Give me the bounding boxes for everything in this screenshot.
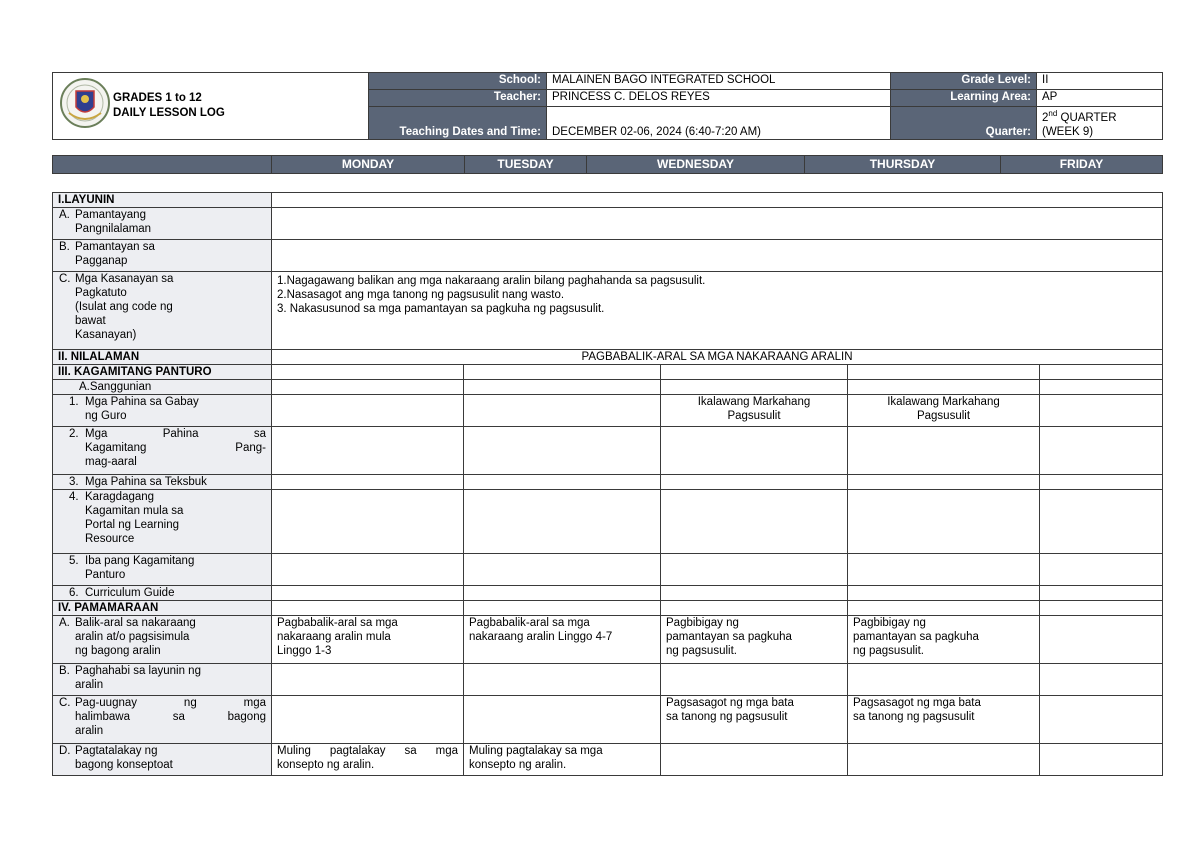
section-kagamitan: III. KAGAMITANG PANTURO bbox=[53, 365, 272, 380]
k4-thu bbox=[848, 490, 1040, 554]
k4-label-1: Karagdagang bbox=[85, 491, 155, 503]
pa-label-2: aralin at/o pagsisimula bbox=[75, 631, 190, 643]
k1-wed-1: Ikalawang Markahang bbox=[697, 396, 811, 408]
k1-key: 1. bbox=[69, 396, 79, 408]
k2-mon bbox=[272, 427, 464, 475]
k5-key: 5. bbox=[69, 555, 79, 567]
pa-wed-2: pamantayan sa pagkuha bbox=[666, 631, 792, 643]
header-table bbox=[52, 72, 1163, 140]
pa-mon-1: Pagbabalik-aral sa mga bbox=[277, 617, 398, 629]
row-c-label bbox=[53, 272, 272, 350]
kag-fri bbox=[1040, 365, 1163, 380]
k5-thu bbox=[848, 554, 1040, 586]
kag-mon bbox=[272, 365, 464, 380]
pb-label bbox=[53, 664, 272, 696]
k6-mon bbox=[272, 586, 464, 601]
section-pamamaraan: IV. PAMAMARAAN bbox=[53, 601, 272, 616]
pa-mon-2: nakaraang aralin mula bbox=[277, 631, 391, 643]
k2-key: 2. bbox=[69, 428, 79, 440]
logo-cell bbox=[53, 73, 369, 140]
nilalaman-value: PAGBABALIK-ARAL SA MGA NAKARAANG ARALIN bbox=[272, 350, 1163, 365]
k1-wed bbox=[661, 395, 848, 427]
row-b-value bbox=[272, 240, 1163, 272]
row-b-label-1: Pamantayan sa bbox=[75, 241, 155, 253]
k4-label-3: Portal ng Learning bbox=[85, 519, 179, 531]
pam-mon bbox=[272, 601, 464, 616]
sang-fri bbox=[1040, 380, 1163, 395]
quarter-value bbox=[1037, 107, 1163, 140]
pc-fri bbox=[1040, 696, 1163, 744]
k3-label-text: Mga Pahina sa Teksbuk bbox=[85, 476, 207, 488]
kag-tue bbox=[464, 365, 661, 380]
pc-tue bbox=[464, 696, 661, 744]
area-value: AP bbox=[1037, 90, 1163, 107]
row-c-objectives bbox=[272, 272, 1163, 350]
k1-label bbox=[53, 395, 272, 427]
pd-fri bbox=[1040, 744, 1163, 776]
k6-fri bbox=[1040, 586, 1163, 601]
pb-label-1: Paghahabi sa layunin ng bbox=[75, 665, 201, 677]
sang-wed bbox=[661, 380, 848, 395]
sanggunian-label: A.Sanggunian bbox=[53, 380, 272, 395]
row-b-label-2: Pagganap bbox=[75, 255, 128, 267]
pd-label-1: Pagtatalakay ng bbox=[75, 745, 158, 757]
pc-key: C. bbox=[59, 697, 71, 709]
k6-label bbox=[53, 586, 272, 601]
pc-label-2: halimbawa sa bagong bbox=[75, 711, 266, 723]
lesson-log-table bbox=[52, 192, 1163, 776]
dates-label: Teaching Dates and Time: bbox=[369, 107, 547, 140]
pb-mon bbox=[272, 664, 464, 696]
days-blank bbox=[53, 156, 272, 174]
kag-wed bbox=[661, 365, 848, 380]
k6-wed bbox=[661, 586, 848, 601]
k3-wed bbox=[661, 475, 848, 490]
layunin-value bbox=[272, 193, 1163, 208]
k4-label bbox=[53, 490, 272, 554]
pd-tue-2: konsepto ng aralin. bbox=[469, 759, 567, 771]
pam-thu bbox=[848, 601, 1040, 616]
row-c-key: C. bbox=[59, 273, 71, 285]
sang-mon bbox=[272, 380, 464, 395]
day-monday: MONDAY bbox=[272, 156, 465, 174]
pa-thu-2: pamantayan sa pagkuha bbox=[853, 631, 979, 643]
quarter-label: Quarter: bbox=[891, 107, 1037, 140]
grade-value: II bbox=[1037, 73, 1163, 90]
pd-label bbox=[53, 744, 272, 776]
row-a-key: A. bbox=[59, 209, 70, 221]
k2-label-1: Mga Pahina sa bbox=[85, 428, 266, 440]
k5-wed bbox=[661, 554, 848, 586]
k5-label-1: Iba pang Kagamitang bbox=[85, 555, 195, 567]
grade-label: Grade Level: bbox=[891, 73, 1037, 90]
objective-1: 1.Nagagawang balikan ang mga nakaraang aralin bilang paghahanda sa pagsusulit. bbox=[277, 275, 706, 287]
k1-thu bbox=[848, 395, 1040, 427]
pb-key: B. bbox=[59, 665, 70, 677]
k6-label-text: Curriculum Guide bbox=[85, 587, 175, 599]
sang-tue bbox=[464, 380, 661, 395]
k3-tue bbox=[464, 475, 661, 490]
school-value: MALAINEN BAGO INTEGRATED SCHOOL bbox=[547, 73, 891, 90]
section-nilalaman: II. NILALAMAN bbox=[53, 350, 272, 365]
pa-label bbox=[53, 616, 272, 664]
k5-label bbox=[53, 554, 272, 586]
k3-label bbox=[53, 475, 272, 490]
objective-3: 3. Nakasusunod sa mga pamantayan sa pagkuha ng pagsusulit. bbox=[277, 303, 605, 315]
pa-wed-3: ng pagsusulit. bbox=[666, 645, 737, 657]
k2-label-3: mag-aaral bbox=[85, 456, 137, 468]
k1-tue bbox=[464, 395, 661, 427]
pa-fri bbox=[1040, 616, 1163, 664]
k2-thu bbox=[848, 427, 1040, 475]
quarter-num: 2 bbox=[1042, 111, 1049, 124]
day-tuesday: TUESDAY bbox=[465, 156, 587, 174]
pd-key: D. bbox=[59, 745, 71, 757]
day-friday: FRIDAY bbox=[1001, 156, 1163, 174]
k4-label-2: Kagamitan mula sa bbox=[85, 505, 184, 517]
k2-label bbox=[53, 427, 272, 475]
day-wednesday: WEDNESDAY bbox=[587, 156, 805, 174]
k5-tue bbox=[464, 554, 661, 586]
pd-label-2: bagong konseptoat bbox=[75, 759, 173, 771]
k1-label-2: ng Guro bbox=[85, 410, 127, 422]
pa-mon-3: Linggo 1-3 bbox=[277, 645, 332, 657]
pam-tue bbox=[464, 601, 661, 616]
title-line2: DAILY LESSON LOG bbox=[113, 107, 225, 119]
pd-mon-1: Muling pagtalakay sa mga bbox=[277, 745, 458, 757]
pam-wed bbox=[661, 601, 848, 616]
k6-thu bbox=[848, 586, 1040, 601]
pc-label-1: Pag-uugnay ng mga bbox=[75, 697, 266, 709]
k4-wed bbox=[661, 490, 848, 554]
teacher-label: Teacher: bbox=[369, 90, 547, 107]
pc-label bbox=[53, 696, 272, 744]
teacher-value: PRINCESS C. DELOS REYES bbox=[547, 90, 891, 107]
k5-mon bbox=[272, 554, 464, 586]
quarter-sup: nd bbox=[1048, 109, 1058, 118]
k3-key: 3. bbox=[69, 476, 79, 488]
row-c-label-3: (Isulat ang code ng bbox=[75, 301, 173, 313]
pc-thu-1: Pagsasagot ng mga bata bbox=[853, 697, 981, 709]
day-thursday: THURSDAY bbox=[805, 156, 1001, 174]
k4-fri bbox=[1040, 490, 1163, 554]
k3-mon bbox=[272, 475, 464, 490]
pa-tue-2: nakaraang aralin Linggo 4-7 bbox=[469, 631, 613, 643]
quarter-week: (WEEK 9) bbox=[1042, 125, 1094, 138]
k5-fri bbox=[1040, 554, 1163, 586]
k1-thu-1: Ikalawang Markahang bbox=[887, 396, 1000, 408]
row-a-label-1: Pamantayang bbox=[75, 209, 146, 221]
pb-tue bbox=[464, 664, 661, 696]
document-title bbox=[113, 91, 225, 121]
pa-tue bbox=[464, 616, 661, 664]
pa-tue-1: Pagbabalik-aral sa mga bbox=[469, 617, 590, 629]
k6-key: 6. bbox=[69, 587, 79, 599]
deped-seal-icon bbox=[59, 77, 111, 129]
pd-mon bbox=[272, 744, 464, 776]
pc-wed bbox=[661, 696, 848, 744]
k1-thu-2: Pagsusulit bbox=[916, 410, 971, 422]
area-label: Learning Area: bbox=[891, 90, 1037, 107]
school-label: School: bbox=[369, 73, 547, 90]
objective-2: 2.Nasasagot ang mga tanong ng pagsusulit nang wasto. bbox=[277, 289, 565, 301]
row-c-label-2: Pagkatuto bbox=[75, 287, 127, 299]
pd-tue bbox=[464, 744, 661, 776]
pc-wed-2: sa tanong ng pagsusulit bbox=[666, 711, 788, 723]
dates-value: DECEMBER 02-06, 2024 (6:40-7:20 AM) bbox=[547, 107, 891, 140]
k4-label-4: Resource bbox=[85, 533, 135, 545]
pc-thu bbox=[848, 696, 1040, 744]
pd-tue-1: Muling pagtalakay sa mga bbox=[469, 745, 603, 757]
pa-key: A. bbox=[59, 617, 70, 629]
pa-wed-1: Pagbibigay ng bbox=[666, 617, 739, 629]
pc-mon bbox=[272, 696, 464, 744]
row-c-label-1: Mga Kasanayan sa bbox=[75, 273, 174, 285]
pd-mon-2: konsepto ng aralin. bbox=[277, 759, 375, 771]
pc-wed-1: Pagsasagot ng mga bata bbox=[666, 697, 794, 709]
k2-label-2: Kagamitang Pang- bbox=[85, 442, 266, 454]
row-a-value bbox=[272, 208, 1163, 240]
quarter-rest: QUARTER bbox=[1057, 111, 1117, 124]
row-b-key: B. bbox=[59, 241, 70, 253]
k1-mon bbox=[272, 395, 464, 427]
pb-wed bbox=[661, 664, 848, 696]
pb-fri bbox=[1040, 664, 1163, 696]
days-bar bbox=[52, 155, 1163, 174]
pa-thu-1: Pagbibigay ng bbox=[853, 617, 926, 629]
k1-fri bbox=[1040, 395, 1163, 427]
pa-thu-3: ng pagsusulit. bbox=[853, 645, 924, 657]
row-b-label bbox=[53, 240, 272, 272]
k4-mon bbox=[272, 490, 464, 554]
k5-label-2: Panturo bbox=[85, 569, 126, 581]
section-layunin: I.LAYUNIN bbox=[53, 193, 272, 208]
pb-label-2: aralin bbox=[75, 679, 104, 691]
k2-tue bbox=[464, 427, 661, 475]
pa-mon bbox=[272, 616, 464, 664]
pc-thu-2: sa tanong ng pagsusulit bbox=[853, 711, 975, 723]
pam-fri bbox=[1040, 601, 1163, 616]
k3-thu bbox=[848, 475, 1040, 490]
row-c-label-5: Kasanayan) bbox=[75, 329, 137, 341]
row-a-label bbox=[53, 208, 272, 240]
k2-fri bbox=[1040, 427, 1163, 475]
k1-label-1: Mga Pahina sa Gabay bbox=[85, 396, 199, 408]
kag-thu bbox=[848, 365, 1040, 380]
pc-label-3: aralin bbox=[75, 725, 104, 737]
title-line1: GRADES 1 to 12 bbox=[113, 92, 202, 104]
row-a-label-2: Pangnilalaman bbox=[75, 223, 152, 235]
pa-label-1: Balik-aral sa nakaraang bbox=[75, 617, 196, 629]
sang-thu bbox=[848, 380, 1040, 395]
k4-key: 4. bbox=[69, 491, 79, 503]
pa-label-3: ng bagong aralin bbox=[75, 645, 161, 657]
pa-thu bbox=[848, 616, 1040, 664]
pd-wed bbox=[661, 744, 848, 776]
k3-fri bbox=[1040, 475, 1163, 490]
pd-thu bbox=[848, 744, 1040, 776]
k2-wed bbox=[661, 427, 848, 475]
k4-tue bbox=[464, 490, 661, 554]
row-c-label-4: bawat bbox=[75, 315, 106, 327]
pa-wed bbox=[661, 616, 848, 664]
k6-tue bbox=[464, 586, 661, 601]
k1-wed-2: Pagsusulit bbox=[727, 410, 781, 422]
pb-thu bbox=[848, 664, 1040, 696]
